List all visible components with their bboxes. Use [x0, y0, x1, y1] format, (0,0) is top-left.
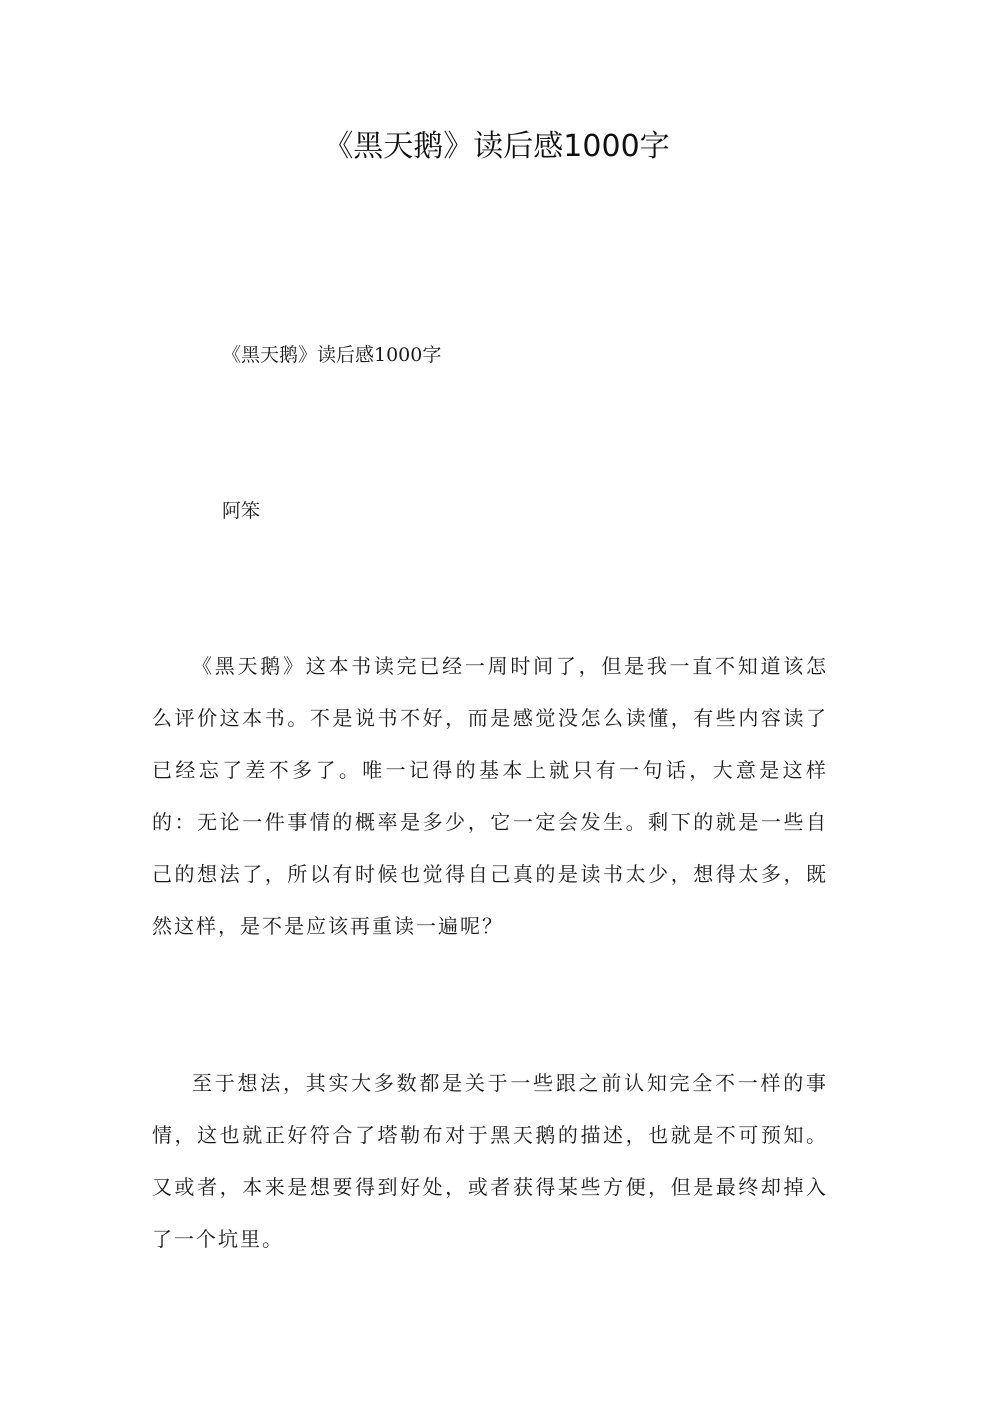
- body-paragraph-1: 《黑天鹅》这本书读完已经一周时间了，但是我一直不知道该怎么评价这本书。不是说书不好，而是感觉没怎么读懂，有些内容读了已经忘了差不多了。唯一记得的基本上就只有一句话，大意是这样的：无论一件事情的概率是多少，它一定会发生。剩下的就是一些自己的想法了，所以有时候也觉得自己真的是读书太少，想得太多，既然这样，是不是应该再重读一遍呢？: [152, 654, 828, 938]
- article-subtitle: 《黑天鹅》读后感1000字: [222, 344, 442, 366]
- body-paragraph-2: 至于想法，其实大多数都是关于一些跟之前认知完全不一样的事情，这也就正好符合了塔勒布对于黑天鹅的描述，也就是不可预知。又或者，本来是想要得到好处，或者获得某些方便，但是最终却掉入了一个坑里。: [152, 1071, 828, 1251]
- author-name: 阿笨: [222, 500, 261, 522]
- page-title: 《黑天鹅》读后感1000字: [323, 129, 670, 164]
